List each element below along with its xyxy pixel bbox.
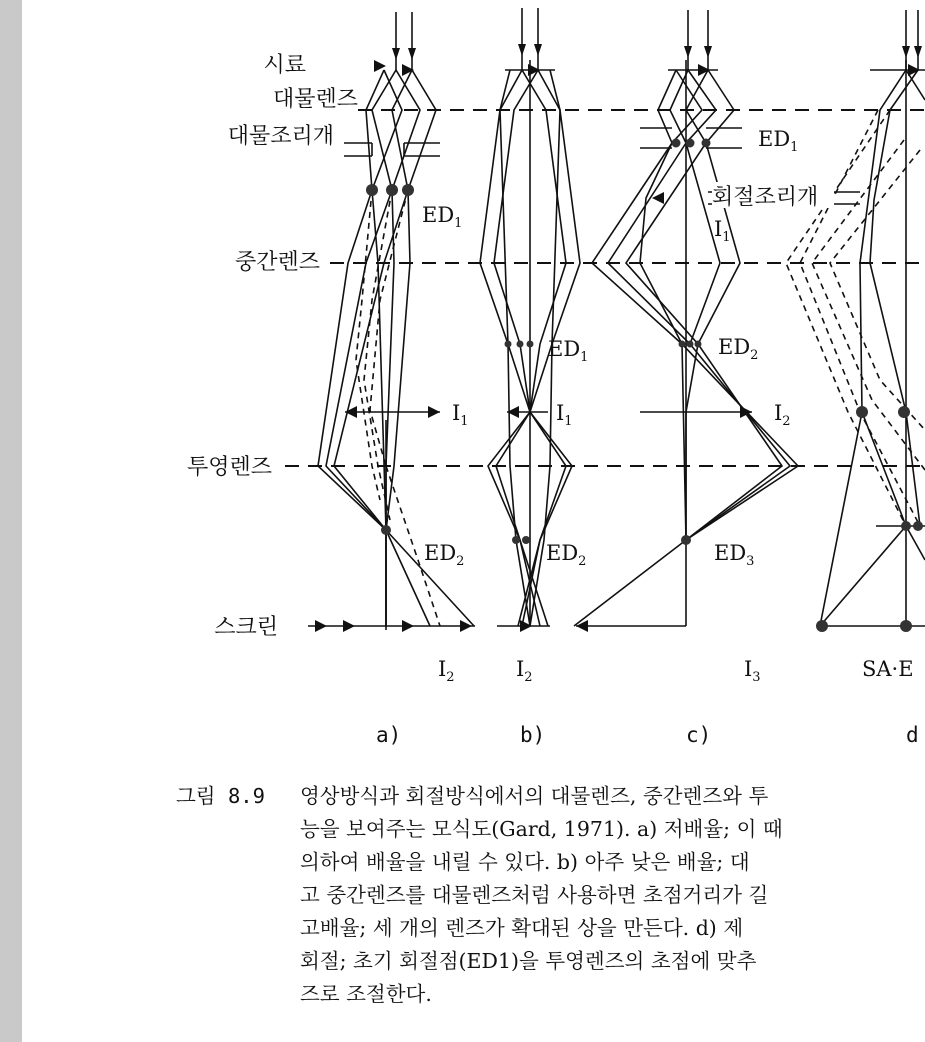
panel-c-rays [574, 10, 860, 626]
panel-a-aperture [344, 143, 440, 156]
panel-label-d: d [906, 723, 919, 747]
label-objective-lens: 대물렌즈 [272, 87, 358, 112]
label-sa-aperture: 회절조리개 [712, 185, 819, 210]
panel-b-rays [480, 8, 580, 626]
tag-i2-a: $I_2$ [438, 657, 455, 685]
tag-i1-c: $I_1$ [714, 217, 731, 245]
caption-line: 회절; 초기 회절점(ED1)을 투영렌즈의 초점에 맞추 [300, 949, 757, 973]
label-projector-lens: 투영렌즈 [186, 455, 272, 480]
caption-line: 의하여 배율을 내릴 수 있다. b) 아주 낮은 배율; 대 [300, 850, 750, 874]
caption-line: 능을 보여주는 모식도(Gard, 1971). a) 저배율; 이 때 [300, 817, 783, 841]
caption-line: 영상방식과 회절방식에서의 대물렌즈, 중간렌즈와 투 [300, 784, 769, 808]
caption-line: 즈로 조절한다. [300, 982, 432, 1006]
figure-number: 그림 8.9 [176, 784, 265, 808]
label-screen: 스크린 [214, 615, 278, 640]
tag-ed2-a: $ED_2$ [424, 541, 465, 569]
tag-ed1-b: $ED_1$ [548, 337, 589, 365]
tag-i2-c: $I_2$ [774, 401, 791, 429]
tag-i3-c: $I_3$ [744, 657, 761, 685]
tag-ed2-c: $ED_2$ [718, 335, 759, 363]
tag-ed2-b: $ED_2$ [546, 541, 587, 569]
i1-arrow-a2 [428, 406, 440, 418]
caption-line: 고배율; 세 개의 렌즈가 확대된 상을 만든다. d) 제 [300, 916, 744, 940]
label-sample: 시료 [263, 53, 306, 78]
panel-label-a: a) [376, 723, 402, 747]
tag-i2-b: $I_2$ [516, 657, 533, 685]
tag-ed1-c: $ED_1$ [758, 127, 799, 155]
tag-sae-d: SA·E [862, 657, 914, 681]
arrowheads [315, 44, 922, 632]
panel-label-c: c) [686, 723, 712, 747]
label-objective-aperture: 대물조리개 [227, 124, 334, 149]
tag-i1-b: $I_1$ [556, 401, 573, 429]
panel-label-b: b) [520, 723, 546, 747]
caption-line: 고 중간렌즈를 대물렌즈처럼 사용하면 초점거리가 길 [300, 883, 769, 907]
tag-ed1-a: $ED_1$ [422, 203, 463, 231]
panel-d-rays [786, 10, 925, 626]
tag-i1-a: $I_1$ [452, 401, 469, 429]
tag-ed3-c: $ED_3$ [714, 541, 755, 569]
label-intermediate-lens: 중간렌즈 [234, 250, 320, 275]
